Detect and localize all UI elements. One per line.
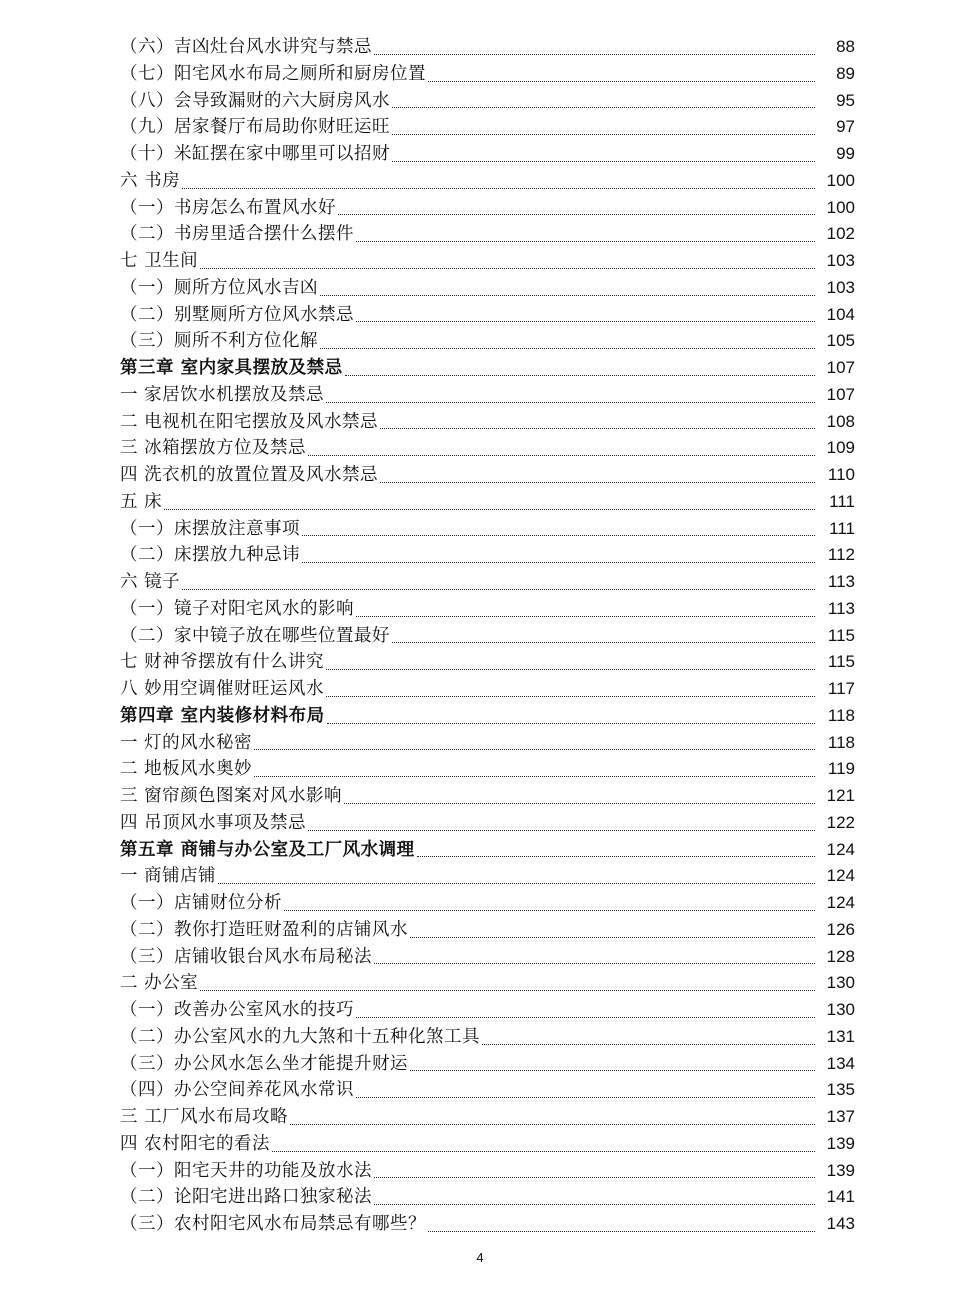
toc-page-number: 139	[826, 1160, 855, 1180]
toc-entry-title: 五 床	[120, 491, 163, 512]
dot-leader	[338, 213, 815, 215]
dot-leader	[356, 240, 815, 242]
dot-leader	[182, 588, 815, 590]
dot-leader	[164, 508, 815, 510]
toc-entry-title: 三 工厂风水布局攻略	[120, 1107, 289, 1127]
dot-leader	[327, 722, 815, 724]
dot-leader	[410, 1069, 815, 1071]
toc-entry	[120, 944, 855, 971]
toc-entry-title: （一）改善办公室风水的技巧	[120, 1000, 354, 1020]
toc-page-number: 124	[826, 893, 855, 912]
toc-page-number: 109	[826, 438, 855, 458]
toc-entry-title: （七）阳宅风水布局之厕所和厨房位置	[120, 63, 426, 84]
dot-leader	[302, 561, 815, 563]
toc-page-number: 143	[826, 1214, 855, 1233]
toc-entry	[120, 221, 855, 248]
dot-leader	[284, 909, 815, 911]
toc-entry-title: （一）书房怎么布置风水好	[120, 197, 336, 218]
toc-entry	[120, 623, 855, 650]
toc-entry-title: （二）床摆放九种忌讳	[120, 545, 300, 566]
dot-leader	[392, 106, 815, 108]
toc-entry	[120, 168, 855, 195]
toc-entry-title: 二 地板风水奥妙	[120, 759, 253, 780]
toc-page-number: 99	[836, 144, 855, 163]
toc-entry	[120, 1104, 855, 1131]
page-number: 4	[476, 1250, 484, 1265]
toc-entry	[120, 1211, 855, 1238]
toc-page-number: 104	[826, 304, 855, 324]
dot-leader	[392, 133, 815, 135]
toc-page-number: 119	[827, 759, 855, 779]
toc-page-number: 100	[826, 197, 855, 217]
toc-page-number: 130	[826, 973, 855, 993]
dot-leader	[320, 294, 815, 296]
toc-page-number: 115	[827, 652, 855, 672]
toc-entry-title: 一 商铺店铺	[120, 866, 217, 887]
toc-entry	[120, 649, 855, 676]
toc-page-number: 95	[836, 90, 855, 110]
toc-page-number: 89	[836, 63, 855, 83]
toc-entry-title: 七 卫生间	[120, 251, 199, 271]
dot-leader	[380, 481, 815, 483]
toc-page-number: 113	[827, 572, 855, 591]
toc-chapter-title: 第五章 商铺与办公室及工厂风水调理	[120, 839, 415, 860]
dot-leader	[345, 374, 815, 376]
table-of-contents	[120, 34, 855, 1238]
dot-leader	[320, 347, 815, 349]
toc-entry	[120, 61, 855, 88]
toc-entry-title: 二 电视机在阳宅摆放及风水禁忌	[120, 411, 379, 432]
toc-entry	[120, 810, 855, 837]
toc-page-number: 121	[826, 786, 855, 805]
dot-leader	[308, 454, 815, 456]
toc-entry	[120, 1158, 855, 1185]
dot-leader	[200, 989, 815, 991]
toc-page-number: 139	[826, 1133, 855, 1153]
dot-leader	[356, 1096, 815, 1098]
toc-page-number: 131	[826, 1026, 855, 1046]
toc-page-number: 134	[826, 1053, 855, 1073]
dot-leader	[374, 1203, 815, 1205]
toc-page-number: 97	[836, 117, 855, 137]
dot-leader	[326, 401, 815, 403]
toc-entry	[120, 917, 855, 944]
toc-entry-title: （二）书房里适合摆什么摆件	[120, 224, 354, 245]
toc-entry	[120, 703, 855, 730]
toc-page-number: 100	[826, 170, 855, 190]
toc-entry	[120, 248, 855, 275]
toc-entry-title: 四 吊顶风水事项及禁忌	[120, 812, 307, 833]
toc-entry-title: 六 书房	[120, 170, 181, 191]
toc-entry	[120, 382, 855, 409]
dot-leader	[308, 829, 815, 831]
toc-entry	[120, 1131, 855, 1158]
toc-entry-title: （二）别墅厕所方位风水禁忌	[120, 304, 354, 325]
toc-page-number: 102	[826, 224, 855, 244]
toc-entry-title: （九）居家餐厅布局助你财旺运旺	[120, 117, 390, 138]
toc-entry-title: （一）阳宅天井的功能及放水法	[120, 1160, 372, 1181]
dot-leader	[392, 641, 815, 643]
toc-entry	[120, 569, 855, 596]
toc-entry	[120, 783, 855, 810]
toc-entry	[120, 355, 855, 382]
toc-chapter-title: 第三章 室内家具摆放及禁忌	[120, 358, 343, 378]
toc-entry-title: 三 窗帘颜色图案对风水影响	[120, 786, 343, 806]
toc-page-number: 141	[826, 1187, 855, 1207]
toc-page-number: 137	[826, 1107, 855, 1126]
toc-entry-title: 八 妙用空调催财旺运风水	[120, 679, 325, 699]
toc-entry-title: （四）办公空间养花风水常识	[120, 1080, 354, 1101]
toc-page-number: 107	[826, 384, 855, 404]
toc-entry	[120, 435, 855, 462]
dot-leader	[326, 668, 815, 670]
toc-page-number: 128	[826, 946, 855, 966]
toc-entry	[120, 328, 855, 355]
toc-entry-title: 一 灯的风水秘密	[120, 732, 253, 753]
dot-leader	[380, 427, 815, 429]
dot-leader	[392, 160, 815, 162]
dot-leader	[218, 882, 815, 884]
toc-entry-title: （二）论阳宅进出路口独家秘法	[120, 1187, 372, 1208]
toc-entry	[120, 1077, 855, 1104]
toc-entry-title: （二）教你打造旺财盈利的店铺风水	[120, 919, 408, 940]
toc-page-number: 103	[826, 251, 855, 270]
toc-entry	[120, 1024, 855, 1051]
toc-entry	[120, 542, 855, 569]
toc-page-number: 135	[826, 1080, 855, 1100]
toc-entry-title: （三）办公风水怎么坐才能提升财运	[120, 1053, 408, 1074]
toc-entry	[120, 863, 855, 890]
toc-entry-title: （一）厕所方位风水吉凶	[120, 277, 318, 298]
dot-leader	[254, 748, 815, 750]
toc-entry	[120, 195, 855, 222]
toc-page-number: 130	[826, 1000, 855, 1019]
toc-entry	[120, 890, 855, 917]
toc-page-number: 113	[827, 598, 855, 618]
toc-entry	[120, 34, 855, 61]
toc-entry-title: 一 家居饮水机摆放及禁忌	[120, 384, 325, 405]
toc-page-number: 110	[827, 465, 855, 484]
toc-page-number: 111	[829, 491, 855, 511]
toc-entry	[120, 730, 855, 757]
dot-leader	[182, 187, 815, 189]
dot-leader	[428, 1230, 815, 1232]
toc-entry-title: （一）镜子对阳宅风水的影响	[120, 598, 354, 619]
toc-entry	[120, 489, 855, 516]
toc-entry-title: （十）米缸摆在家中哪里可以招财	[120, 144, 390, 164]
dot-leader	[272, 1150, 815, 1152]
toc-entry	[120, 114, 855, 141]
dot-leader	[356, 1016, 815, 1018]
toc-page-number: 107	[826, 358, 855, 377]
toc-entry	[120, 409, 855, 436]
toc-page-number: 105	[826, 331, 855, 351]
toc-entry-title: （三）厕所不利方位化解	[120, 331, 318, 352]
toc-entry-title: 四 洗衣机的放置位置及风水禁忌	[120, 465, 379, 485]
toc-entry	[120, 676, 855, 703]
toc-entry-title: （一）床摆放注意事项	[120, 518, 300, 539]
dot-leader	[428, 80, 815, 82]
dot-leader	[374, 1176, 815, 1178]
toc-entry-title: 七 财神爷摆放有什么讲究	[120, 652, 325, 673]
toc-entry	[120, 596, 855, 623]
dot-leader	[302, 534, 815, 536]
toc-entry-title: （一）店铺财位分析	[120, 893, 282, 913]
toc-page-number: 122	[826, 812, 855, 832]
toc-entry-title: （三）农村阳宅风水布局禁忌有哪些？	[120, 1214, 426, 1234]
toc-entry	[120, 302, 855, 329]
toc-entry	[120, 88, 855, 115]
toc-entry-title: （六）吉凶灶台风水讲究与禁忌	[120, 37, 372, 57]
toc-page-number: 118	[827, 705, 855, 725]
toc-page-number: 118	[827, 732, 855, 752]
toc-page-number: 115	[827, 625, 855, 645]
dot-leader	[374, 962, 815, 964]
dot-leader	[326, 695, 815, 697]
dot-leader	[356, 320, 815, 322]
toc-entry	[120, 275, 855, 302]
toc-page-number: 111	[829, 518, 855, 538]
toc-chapter-title: 第四章 室内装修材料布局	[120, 705, 325, 726]
toc-entry-title: 四 农村阳宅的看法	[120, 1133, 271, 1154]
dot-leader	[254, 775, 815, 777]
toc-entry	[120, 516, 855, 543]
toc-page-number: 124	[826, 866, 855, 886]
toc-entry	[120, 1184, 855, 1211]
toc-entry	[120, 1051, 855, 1078]
toc-entry-title: （二）家中镜子放在哪些位置最好	[120, 625, 390, 646]
toc-entry-title: （三）店铺收银台风水布局秘法	[120, 946, 372, 967]
dot-leader	[482, 1043, 815, 1045]
dot-leader	[374, 53, 815, 55]
toc-page-number: 103	[826, 277, 855, 297]
toc-entry	[120, 837, 855, 864]
toc-page-number: 112	[827, 545, 855, 565]
dot-leader	[356, 615, 815, 617]
toc-entry	[120, 462, 855, 489]
toc-entry-title: 三 冰箱摆放方位及禁忌	[120, 438, 307, 459]
toc-entry-title: 六 镜子	[120, 572, 181, 592]
dot-leader	[200, 267, 815, 269]
dot-leader	[417, 855, 815, 857]
toc-entry-title: （八）会导致漏财的六大厨房风水	[120, 90, 390, 111]
toc-entry	[120, 756, 855, 783]
toc-page-number: 117	[827, 679, 855, 698]
toc-entry-title: 二 办公室	[120, 973, 199, 994]
dot-leader	[344, 802, 815, 804]
toc-entry-title: （二）办公室风水的九大煞和十五种化煞工具	[120, 1026, 480, 1047]
toc-entry	[120, 970, 855, 997]
dot-leader	[290, 1123, 815, 1125]
toc-page-number: 124	[826, 839, 855, 859]
toc-entry	[120, 141, 855, 168]
toc-entry	[120, 997, 855, 1024]
toc-page-number: 88	[836, 37, 855, 56]
toc-page-number: 108	[826, 411, 855, 431]
dot-leader	[410, 936, 815, 938]
toc-page-number: 126	[826, 919, 855, 939]
